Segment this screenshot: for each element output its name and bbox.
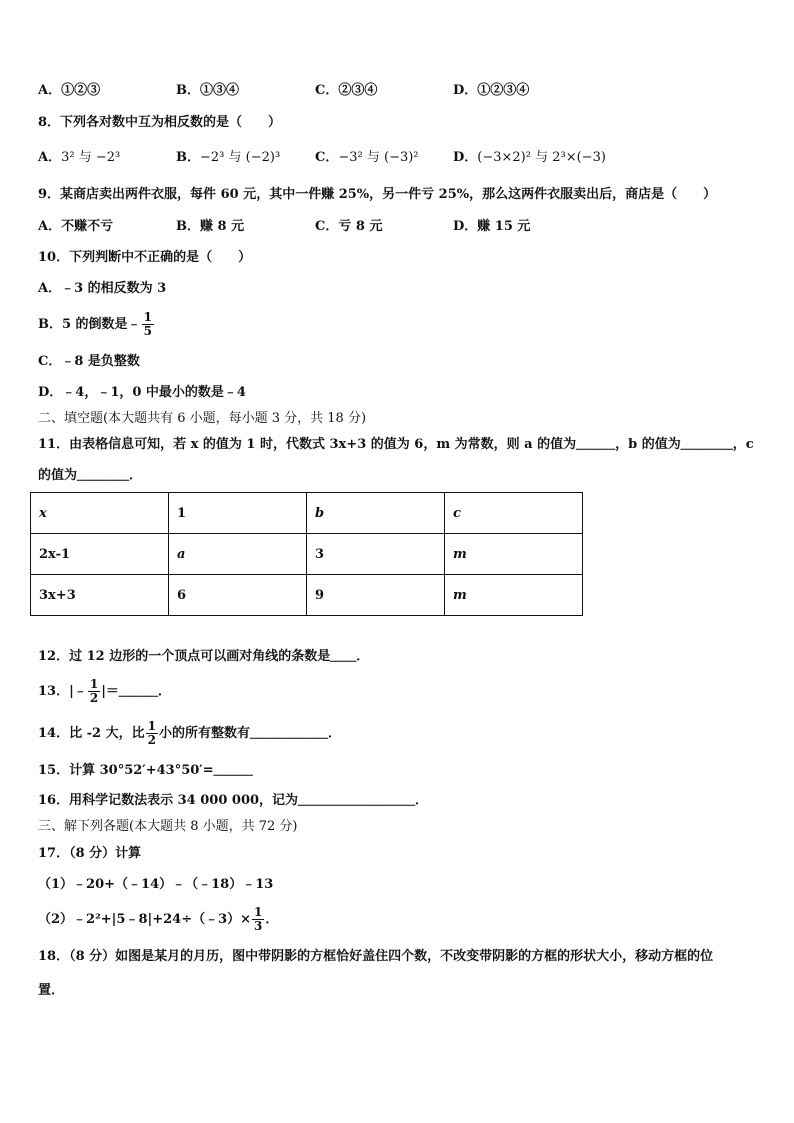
q17-stem: 17．（8 分）计算 <box>38 846 142 861</box>
table-cell: c <box>445 493 583 534</box>
q16: 16．用科学记数法表示 34 000 000，记为＿＿＿＿＿＿＿＿＿． <box>38 793 429 808</box>
q9-stem: 9．某商店卖出两件衣服，每件 60 元，其中一件赚 25%，另一件亏 25%，那么这两件衣服卖出后，商店是（ ） <box>38 187 717 202</box>
table-cell: b <box>307 493 445 534</box>
table-cell: x <box>31 493 169 534</box>
q10-option-c: C．﹣8 是负整数 <box>38 354 140 369</box>
q11-table <box>30 492 583 616</box>
fraction: $\frac{1}{2}$ <box>147 719 156 747</box>
q13: 13．|﹣ $\frac{1}{2}$ |＝＿＿＿． <box>38 677 171 705</box>
q9-option-a: A．不赚不亏 <box>38 219 114 234</box>
q14: 14．比 -2 大，比 $\frac{1}{2}$ 小的所有整数有＿＿＿＿＿＿． <box>38 719 341 747</box>
table-cell: 2x-1 <box>31 534 169 575</box>
q8-stem: 8．下列各对数中互为相反数的是（ ） <box>38 115 282 130</box>
table-cell: m <box>445 534 583 575</box>
q11-line-1: 11．由表格信息可知，若 x 的值为 1 时，代数式 3x+3 的值为 6，m 为常数，则 a 的值为＿＿＿，b 的值为＿＿＿＿，c <box>38 437 754 452</box>
q9-option-d: D．赚 15 元 <box>453 219 531 234</box>
fraction: $\frac{1}{3}$ <box>254 905 263 933</box>
table-cell: 3x+3 <box>31 575 169 616</box>
q8-option-b: B．−2³ 与 (−2)³ <box>176 150 281 165</box>
section-2-heading: 二、填空题(本大题共有 6 小题，每小题 3 分，共 18 分) <box>38 411 367 426</box>
fraction: $\frac{1}{2}$ <box>89 677 99 705</box>
q18-line-1: 18．（8 分）如图是某月的月历，图中带阴影的方框恰好盖住四个数，不改变带阴影的方框的形状大小，移动方框的位 <box>38 949 714 964</box>
q10-option-d: D．﹣4，﹣1，0 中最小的数是﹣4 <box>38 385 246 400</box>
q18-line-2: 置． <box>38 983 65 998</box>
table-cell: 6 <box>169 575 307 616</box>
q8-option-c: C．−3² 与 (−3)² <box>315 150 419 165</box>
q9-option-b: B．赚 8 元 <box>176 219 245 234</box>
q7-option-a: A．①②③ <box>38 83 101 98</box>
q7-option-d: D．①②③④ <box>453 83 530 98</box>
q8-option-a: A．3² 与 −2³ <box>38 150 121 165</box>
q8-c-expr: −3² 与 (−3)² <box>338 150 419 165</box>
fraction: $\frac{1}{5}$ <box>143 310 152 338</box>
q7-option-b: B．①③④ <box>176 83 239 98</box>
q11-line-2: 的值为＿＿＿＿． <box>38 468 143 483</box>
table-cell: 9 <box>307 575 445 616</box>
q10-stem: 10．下列判断中不正确的是（ ） <box>38 250 252 265</box>
q17-part-1: （1）﹣20+（﹣14）﹣（﹣18）﹣13 <box>38 877 274 892</box>
table-row <box>31 534 583 575</box>
q10-option-a: A．﹣3 的相反数为 3 <box>38 281 167 296</box>
q15: 15．计算 30°52′+43°50′=＿＿＿ <box>38 763 253 778</box>
q12: 12．过 12 边形的一个顶点可以画对角线的条数是＿＿． <box>38 649 370 664</box>
q8-option-d: D．(−3×2)² 与 2³×(−3) <box>453 150 606 165</box>
q8-d-expr: (−3×2)² 与 2³×(−3) <box>477 150 606 165</box>
q8-b-expr: −2³ 与 (−2)³ <box>200 150 281 165</box>
q7-option-c: C．②③④ <box>315 83 378 98</box>
table-cell: a <box>169 534 307 575</box>
table-row <box>31 493 583 534</box>
q9-option-c: C．亏 8 元 <box>315 219 383 234</box>
q17-part-2: （2）﹣2²+|5﹣8|+24÷（﹣3）× $\frac{1}{3}$ ． <box>38 905 279 933</box>
table-cell: 3 <box>307 534 445 575</box>
table-row <box>31 575 583 616</box>
section-3-heading: 三、解下列各题(本大题共 8 小题，共 72 分) <box>38 819 298 834</box>
q8-a-expr: 3² 与 −2³ <box>61 150 121 165</box>
table-cell: 1 <box>169 493 307 534</box>
table-cell: m <box>445 575 583 616</box>
q10-option-b: B．5 的倒数是﹣ $\frac{1}{5}$ <box>38 310 152 338</box>
